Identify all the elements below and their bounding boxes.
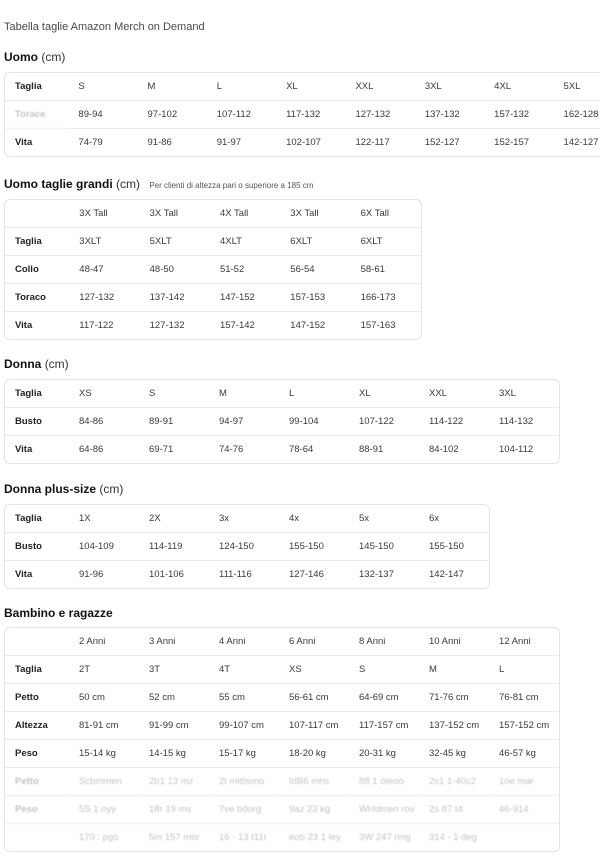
table-cell: 69-71 [149,444,174,455]
table-cell: 102-107 [286,137,321,148]
table-cell: 4 Anni [209,628,279,656]
table-cell: 1oe mar [489,768,559,796]
table-cell [489,824,559,851]
row-label: Taglia [5,380,69,408]
table-cell: 91-97 [216,137,242,148]
table-cell: 107-122 [349,408,419,436]
row-label: Vita [15,569,33,580]
table-cell: 127-132 [345,101,414,129]
section-heading-bambino [4,606,113,620]
table-cell: 127-132 [149,320,185,331]
table-cell: 3XL [415,73,484,101]
row-label [5,628,69,656]
row-label: Petto [5,768,69,796]
table-cell: Scbmmen [69,768,139,796]
table-cell: 137-152 cm [419,712,489,740]
table-cell: 155-150 [419,533,489,561]
table-cell: 88 1 oteoo [349,768,419,796]
table-cell: 162-128 [554,101,600,129]
table-cell: 3 Anni [139,628,209,656]
table-cell: 12 Anni [489,628,559,656]
table-cell: 76-81 cm [489,684,559,712]
table-cell: 89-91 [139,408,209,436]
table-cell: 124-150 [209,533,279,561]
section-unit: (cm) [99,482,124,496]
table-cell: 2s 87 t4 [419,796,489,824]
table-cell: S [68,73,137,101]
table-cell: 99-104 [279,408,349,436]
table-row [5,408,559,436]
table-cell: 122-117 [355,137,390,148]
table-cell: 104-112 [499,444,534,455]
table-cell: 117-122 [79,320,114,331]
table-cell: 64-69 cm [349,684,419,712]
table-cell: 48-50 [140,256,210,284]
table-cell: 101-106 [149,569,184,580]
table-cell: 7ve bdorg [209,796,279,824]
table-cell: 6 Anni [279,628,349,656]
table-cell: IdB6 mhs [279,768,349,796]
table-row [5,256,421,284]
table-cell: 10 Anni [419,628,489,656]
table-cell: M [419,656,489,684]
table-cell: 84-102 [429,444,459,455]
table-cell: 170 : pgo [79,832,119,843]
table-row [5,533,489,561]
table-cell: 51-52 [210,256,280,284]
row-label: Taglia [5,228,69,256]
table-cell: 5XLT [140,228,210,256]
page-title: Tabella taglie Amazon Merch on Demand [4,21,205,33]
table-cell: 6x [419,505,489,533]
table-cell: 5S 1 nyy [69,796,139,824]
table-cell: 74-79 [78,137,103,148]
table-cell: 117-132 [276,101,345,129]
size-table-donna [4,379,560,464]
table-row [5,200,421,228]
table-cell: 99-107 cm [209,712,279,740]
table-cell: 6XLT [351,228,421,256]
row-label: Taglia [5,656,69,684]
table-row [5,505,489,533]
table-cell: 15-14 kg [69,740,139,768]
table-cell: 48-47 [69,256,139,284]
section-title: Donna plus-size [4,482,97,496]
row-label: Altezza [5,712,69,740]
table-cell: 52 cm [139,684,209,712]
table-cell: 166-173 [351,284,421,312]
section-title: Donna [4,357,42,371]
table-cell: 18r 19 ms [139,796,209,824]
table-cell: 5x [349,505,419,533]
table-row [5,101,600,129]
section-heading-donna-plus [4,482,123,496]
table-cell: 157-142 [219,320,255,331]
table-row [5,436,559,463]
table-cell: 114-132 [489,408,559,436]
table-cell: 142-127 [563,137,599,148]
table-cell: 91-99 cm [139,712,209,740]
table-cell: 2 Anni [69,628,139,656]
table-cell: 58-61 [351,256,421,284]
table-cell: 3X Tall [140,200,210,228]
table-cell: 88-91 [359,444,384,455]
section-unit: (cm) [44,357,69,371]
section-title: Bambino e ragazze [4,606,113,620]
table-cell: 81-91 cm [69,712,139,740]
row-label [5,824,69,851]
table-cell: 3x [209,505,279,533]
section-unit: (cm) [41,50,66,64]
table-cell: 152-127 [424,137,460,148]
table-cell: 5XL [554,73,600,101]
table-cell: 71-76 cm [419,684,489,712]
table-cell: L [489,656,559,684]
table-cell: 4XL [484,73,553,101]
table-cell: 157-152 cm [489,712,559,740]
table-row [5,740,559,768]
table-cell: 64-86 [79,444,104,455]
table-cell: 152-157 [494,137,530,148]
table-cell: 18-20 kg [279,740,349,768]
table-cell: 3XL [489,380,559,408]
table-row [5,228,421,256]
table-cell: 137-142 [140,284,210,312]
table-cell: 157-153 [280,284,350,312]
table-cell: 114-119 [139,533,209,561]
table-row [5,628,559,656]
table-row [5,284,421,312]
table-cell: 1X [69,505,139,533]
size-table-donna-plus [4,504,490,589]
section-heading-uomo-tall [4,177,313,191]
table-row [5,768,559,796]
table-cell: 2T [69,656,139,684]
table-cell: 145-150 [349,533,419,561]
table-cell: L [207,73,276,101]
row-label: Busto [5,408,69,436]
table-row [5,73,600,101]
table-cell: 2X [139,505,209,533]
table-cell: 97-102 [138,101,207,129]
table-cell: 107-117 cm [279,712,349,740]
table-cell: 147-152 [210,284,280,312]
table-cell: 3T [139,656,209,684]
table-row [5,796,559,824]
table-cell: 50 cm [69,684,139,712]
table-cell: 56-61 cm [279,684,349,712]
table-cell: 89-94 [68,101,137,129]
row-label: Busto [5,533,69,561]
table-cell: 4T [209,656,279,684]
table-cell: 2s1 1-40c2 [419,768,489,796]
table-cell: 32-45 kg [419,740,489,768]
row-label: Peso [5,740,69,768]
table-cell: 91-96 [79,569,104,580]
table-cell: XS [279,656,349,684]
table-cell: 3XLT [69,228,139,256]
table-cell: XS [69,380,139,408]
table-cell: 14-15 kg [139,740,209,768]
table-cell: 132-137 [359,569,394,580]
table-cell: S [349,656,419,684]
table-cell: 46-57 kg [489,740,559,768]
table-cell: 137-132 [415,101,484,129]
table-cell: 15-17 kg [209,740,279,768]
table-row [5,684,559,712]
table-cell: 46-914 [489,796,559,824]
table-cell: 3W 247 rmg [359,832,411,843]
table-row [5,824,559,851]
table-cell: 78-64 [289,444,314,455]
row-label: Peso [5,796,69,824]
table-cell: eob 23 1 ley [289,832,341,843]
table-cell: L [279,380,349,408]
row-label: Vita [15,444,33,455]
table-cell: 94-97 [209,408,279,436]
table-row [5,312,421,339]
section-title: Uomo [4,50,38,64]
table-cell: 6XLT [280,228,350,256]
table-cell: WHdmen rov [349,796,419,824]
table-row [5,712,559,740]
table-cell: 155-150 [279,533,349,561]
table-cell: 107-112 [207,101,276,129]
table-cell: 16 - 13 t11t [219,832,267,843]
table-cell: 55 cm [209,684,279,712]
row-label [5,200,69,228]
section-unit: (cm) [116,177,141,191]
table-row [5,561,489,588]
table-cell: 56-54 [280,256,350,284]
table-cell: 147-152 [290,320,326,331]
row-label: Vita [15,137,33,148]
section-heading-donna [4,357,69,371]
size-table-uomo [4,72,600,157]
row-label: Toraco [5,284,69,312]
section-note: Per clienti di altezza pari o superiore a 185 cm [149,181,314,190]
table-cell: 114-122 [419,408,489,436]
table-cell: M [138,73,207,101]
table-row [5,380,559,408]
table-cell: 104-109 [69,533,139,561]
table-row [5,656,559,684]
table-cell: 157-163 [360,320,396,331]
table-cell: 314 - 1 deg [429,832,478,843]
table-row [5,129,600,156]
table-cell: XXL [345,73,414,101]
table-cell: M [209,380,279,408]
table-cell: 157-132 [484,101,553,129]
row-label: Vita [15,320,33,331]
table-cell: 20-31 kg [349,740,419,768]
table-cell: 2b1 13 mz [139,768,209,796]
size-table-uomo-tall [4,199,422,340]
table-cell: 2t mitlismo [209,768,279,796]
table-cell: 4XLT [210,228,280,256]
table-cell: S [139,380,209,408]
row-label: Petto [5,684,69,712]
table-cell: XL [276,73,345,101]
section-heading-uomo [4,50,65,64]
table-cell: 3X Tall [280,200,350,228]
row-label: Collo [5,256,69,284]
table-cell: 74-76 [219,444,244,455]
table-cell: 117-157 cm [349,712,419,740]
table-cell: 84-86 [69,408,139,436]
section-title: Uomo taglie grandi [4,177,113,191]
table-cell: 5m 157 mor [149,832,200,843]
table-cell: 8 Anni [349,628,419,656]
table-cell: 91-86 [147,137,172,148]
table-cell: 111-116 [219,569,252,580]
table-cell: 127-132 [69,284,139,312]
table-cell: 142-147 [429,569,464,580]
table-cell: 6X Tall [351,200,421,228]
table-cell: 9az 23 kg [279,796,349,824]
table-cell: 127-146 [289,569,324,580]
row-label: Taglia [5,505,69,533]
table-cell: 4x [279,505,349,533]
row-label: Taglia [5,73,68,101]
table-cell: XXL [419,380,489,408]
row-label: Torace [5,101,68,129]
size-table-bambino [4,627,560,852]
table-cell: 3X Tall [69,200,139,228]
table-cell: 4X Tall [210,200,280,228]
table-cell: XL [349,380,419,408]
